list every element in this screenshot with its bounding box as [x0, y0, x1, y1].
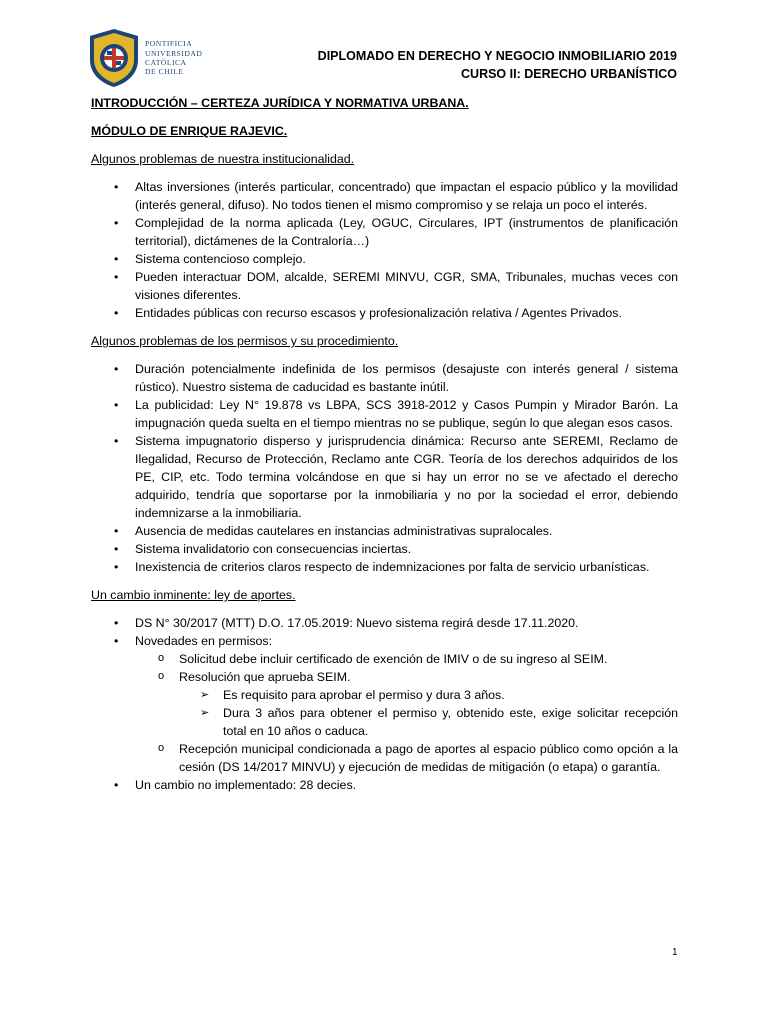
sub-list — [135, 650, 678, 776]
document-body — [91, 94, 678, 804]
arrow-list — [179, 686, 678, 740]
header-course-title: DIPLOMADO EN DERECHO Y NEGOCIO INMOBILIARIO 2019 — [317, 49, 677, 63]
list-item-label: Novedades en permisos: — [135, 634, 273, 648]
list-item: • Pueden interactuar DOM, alcalde, SEREMI MINVU, CGR, SMA, Tribunales, muchas veces con visiones diferentes. — [91, 268, 678, 304]
logo-line: PONTIFICIA — [145, 39, 193, 49]
logo-line: UNIVERSIDAD — [145, 48, 203, 58]
arrow-list-item: ➢ Es requisito para aprobar el permiso y dura 3 años. — [179, 686, 678, 704]
document-header — [318, 47, 677, 83]
section-heading: Un cambio inminente: ley de aportes. — [91, 588, 296, 602]
sub-list-item: o Solicitud debe incluir certificado de exención de IMIV o de su ingreso al SEIM. — [135, 650, 678, 668]
logo-line: DE CHILE — [145, 67, 184, 77]
sub-list-item: o Recepción municipal condicionada a pago de aportes al espacio público como opción a la cesión (DS 14/2017 MINVU) y ejecución de medidas de mitigación (o etapa) o garantía. — [135, 740, 678, 776]
list-item: • Sistema contencioso complejo. — [91, 250, 678, 268]
bullet-list — [91, 178, 678, 322]
module-title: MÓDULO DE ENRIQUE RAJEVIC. — [91, 124, 288, 138]
bullet-list — [91, 614, 678, 794]
page-number: 1 — [672, 947, 678, 958]
list-item: • Altas inversiones (interés particular, concentrado) que impactan el espacio público y la movilidad (interés general, difuso). No todos tienen el mismo compromiso y se relaja un poco el interés. — [91, 178, 678, 214]
sub-list-item-label: Resolución que aprueba SEIM. — [179, 670, 351, 684]
bullet-list — [91, 360, 678, 576]
list-item: • DS N° 30/2017 (MTT) D.O. 17.05.2019: Nuevo sistema regirá desde 17.11.2020. — [91, 614, 678, 632]
list-item: • Ausencia de medidas cautelares en instancias administrativas supralocales. — [91, 522, 678, 540]
list-item: • Sistema impugnatorio disperso y jurisprudencia dinámica: Recurso ante SEREMI, Reclamo de Ilegalidad, Recurso de Protección, Reclamo ante CGR. Teoría de los derechos adquiridos de los PE, CIP, etc. Todo termina volcándose en que si hay un error no se ve afectado el derecho adquirido, tendría que soportarse por la inmobiliaria y no por la sociedad el error, debiendo indemnizarse a la inmobiliaria. — [91, 432, 678, 522]
list-item: • Complejidad de la norma aplicada (Ley, OGUC, Circulares, IPT (instrumentos de planificación territorial), dictámenes de la Contraloría…) — [91, 214, 678, 250]
list-item — [91, 632, 678, 776]
university-logo — [88, 28, 202, 88]
list-item: • Sistema invalidatorio con consecuencias inciertas. — [91, 540, 678, 558]
shield-crest-icon — [88, 28, 140, 88]
document-title: INTRODUCCIÓN – CERTEZA JURÍDICA Y NORMATIVA URBANA. — [91, 96, 469, 110]
header-course-subtitle: CURSO II: DERECHO URBANÍSTICO — [461, 67, 677, 81]
list-item: • Entidades públicas con recurso escasos y profesionalización relativa / Agentes Privados. — [91, 304, 678, 322]
logo-text — [145, 39, 202, 76]
logo-line: CATÓLICA — [145, 58, 187, 67]
arrow-list-item: ➢ Dura 3 años para obtener el permiso y, obtenido este, exige solicitar recepción total en 10 años o caduca. — [179, 704, 678, 740]
list-item: • Un cambio no implementado: 28 decies. — [91, 776, 678, 794]
list-item: • Inexistencia de criterios claros respecto de indemnizaciones por falta de servicio urbanísticas. — [91, 558, 678, 576]
section-heading: Algunos problemas de nuestra institucionalidad. — [91, 152, 355, 166]
list-item: • Duración potencialmente indefinida de los permisos (desajuste con interés general / sistema rústico). Nuestro sistema de caducidad es bastante inútil. — [91, 360, 678, 396]
section-heading: Algunos problemas de los permisos y su procedimiento. — [91, 334, 399, 348]
list-item: • La publicidad: Ley N° 19.878 vs LBPA, SCS 3918-2012 y Casos Pumpin y Mirador Barón. La impugnación queda suelta en el tiempo mientras no se publique, según lo que alegan esos casos. — [91, 396, 678, 432]
sub-list-item — [135, 668, 678, 740]
